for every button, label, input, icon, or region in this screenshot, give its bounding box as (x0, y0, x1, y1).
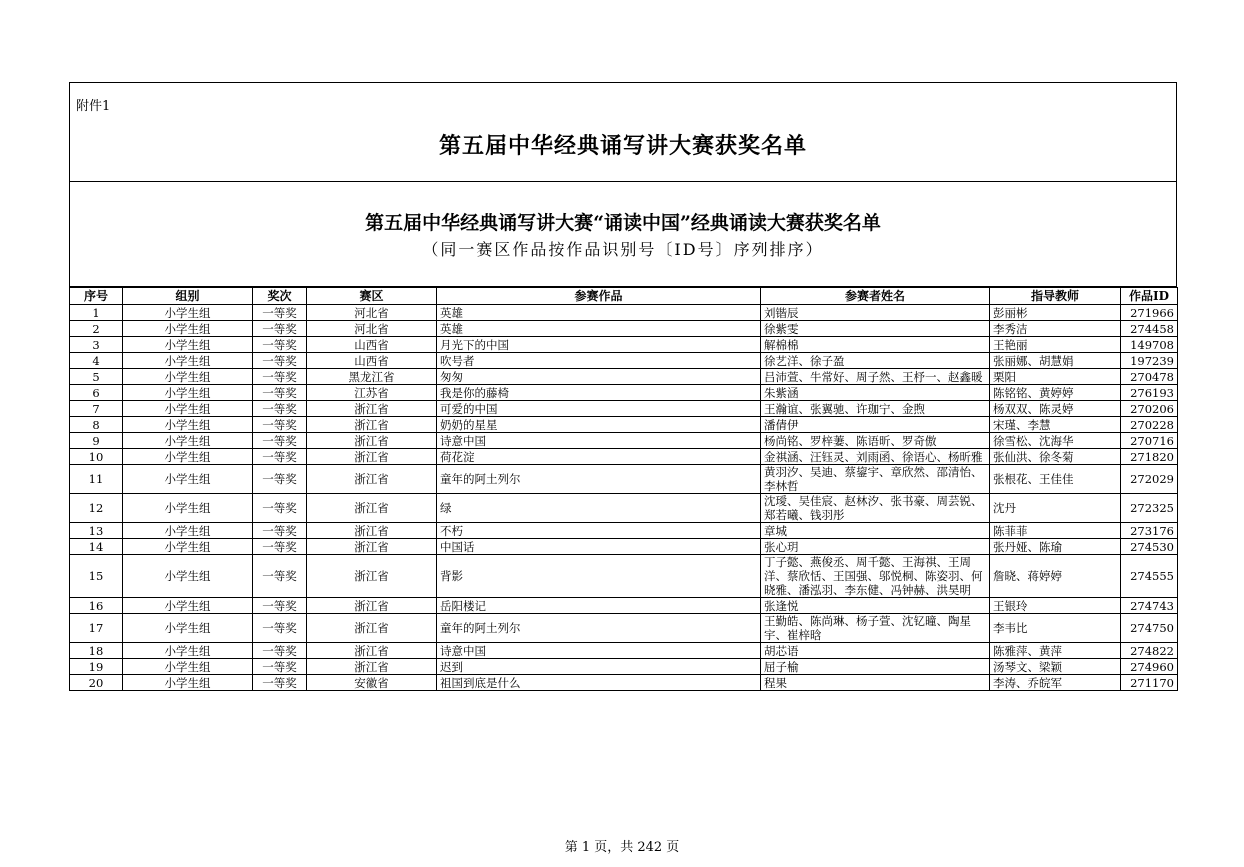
cell-id: 276193 (1121, 385, 1178, 401)
cell-region: 浙江省 (307, 539, 437, 555)
table-row (70, 555, 1178, 598)
cell-no: 19 (70, 659, 123, 675)
cell-no: 20 (70, 675, 123, 691)
cell-teacher: 陈雅萍、黄萍 (990, 643, 1121, 659)
cell-region: 浙江省 (307, 598, 437, 614)
cell-award: 一等奖 (253, 598, 307, 614)
cell-group: 小学生组 (123, 494, 253, 523)
cell-region: 河北省 (307, 305, 437, 321)
cell-work: 月光下的中国 (437, 337, 761, 353)
cell-names: 徐艺洋、徐子盈 (761, 353, 990, 369)
cell-teacher: 张丹娅、陈瑜 (990, 539, 1121, 555)
table-row (70, 523, 1178, 539)
cell-group: 小学生组 (123, 353, 253, 369)
cell-group: 小学生组 (123, 433, 253, 449)
table-row (70, 417, 1178, 433)
cell-no: 3 (70, 337, 123, 353)
cell-id: 274555 (1121, 555, 1178, 598)
cell-award: 一等奖 (253, 523, 307, 539)
sort-note: （同一赛区作品按作品识别号〔ID号〕序列排序） (422, 240, 824, 259)
cell-work: 岳阳楼记 (437, 598, 761, 614)
table-row (70, 385, 1178, 401)
cell-no: 18 (70, 643, 123, 659)
cell-teacher: 杨双双、陈灵婷 (990, 401, 1121, 417)
cell-award: 一等奖 (253, 369, 307, 385)
cell-teacher: 张根花、王佳佳 (990, 465, 1121, 494)
cell-group: 小学生组 (123, 643, 253, 659)
cell-region: 山西省 (307, 337, 437, 353)
cell-award: 一等奖 (253, 539, 307, 555)
cell-teacher: 栗阳 (990, 369, 1121, 385)
cell-award: 一等奖 (253, 305, 307, 321)
cell-names: 解棉棉 (761, 337, 990, 353)
cell-no: 15 (70, 555, 123, 598)
cell-award: 一等奖 (253, 675, 307, 691)
cell-work: 中国话 (437, 539, 761, 555)
cell-no: 14 (70, 539, 123, 555)
cell-work: 我是你的藤椅 (437, 385, 761, 401)
cell-work: 可爱的中国 (437, 401, 761, 417)
cell-region: 浙江省 (307, 659, 437, 675)
cell-teacher: 沈丹 (990, 494, 1121, 523)
cell-no: 17 (70, 614, 123, 643)
cell-award: 一等奖 (253, 643, 307, 659)
cell-no: 2 (70, 321, 123, 337)
cell-names: 丁子懿、燕俊丞、周千懿、王海祺、王周洋、蔡欣恬、王国强、邬悦桐、陈姿羽、何晓雅、潘泓羽、李东健、冯钟赫、洪昊明 (761, 555, 990, 598)
cell-teacher: 李韦比 (990, 614, 1121, 643)
cell-region: 浙江省 (307, 643, 437, 659)
cell-id: 149708 (1121, 337, 1178, 353)
cell-work: 英雄 (437, 321, 761, 337)
cell-region: 江苏省 (307, 385, 437, 401)
cell-group: 小学生组 (123, 539, 253, 555)
cell-names: 潘倩伊 (761, 417, 990, 433)
header-names: 参赛者姓名 (761, 288, 990, 305)
cell-no: 5 (70, 369, 123, 385)
page-title: 第五届中华经典诵写讲大赛获奖名单 (438, 133, 807, 159)
cell-no: 13 (70, 523, 123, 539)
header-region: 赛区 (307, 288, 437, 305)
cell-group: 小学生组 (123, 598, 253, 614)
cell-group: 小学生组 (123, 417, 253, 433)
header-work: 参赛作品 (437, 288, 761, 305)
cell-region: 山西省 (307, 353, 437, 369)
document-frame (69, 82, 1177, 691)
cell-teacher: 李涛、乔皖军 (990, 675, 1121, 691)
header-award: 奖次 (253, 288, 307, 305)
cell-group: 小学生组 (123, 555, 253, 598)
cell-id: 274458 (1121, 321, 1178, 337)
page-footer: 第 1 页，共 242 页 (564, 840, 680, 855)
cell-award: 一等奖 (253, 321, 307, 337)
cell-group: 小学生组 (123, 465, 253, 494)
table-row (70, 643, 1178, 659)
cell-names: 屈子榆 (761, 659, 990, 675)
cell-award: 一等奖 (253, 614, 307, 643)
cell-award: 一等奖 (253, 401, 307, 417)
cell-region: 浙江省 (307, 494, 437, 523)
cell-teacher: 徐雪松、沈海华 (990, 433, 1121, 449)
table-row (70, 433, 1178, 449)
cell-teacher: 彭丽彬 (990, 305, 1121, 321)
cell-group: 小学生组 (123, 369, 253, 385)
cell-no: 8 (70, 417, 123, 433)
cell-group: 小学生组 (123, 305, 253, 321)
cell-award: 一等奖 (253, 449, 307, 465)
cell-region: 黑龙江省 (307, 369, 437, 385)
cell-no: 11 (70, 465, 123, 494)
cell-teacher: 陈菲菲 (990, 523, 1121, 539)
cell-work: 绿 (437, 494, 761, 523)
cell-work: 迟到 (437, 659, 761, 675)
cell-group: 小学生组 (123, 614, 253, 643)
cell-work: 诗意中国 (437, 433, 761, 449)
cell-id: 274822 (1121, 643, 1178, 659)
table-row (70, 337, 1178, 353)
cell-id: 271820 (1121, 449, 1178, 465)
table-row (70, 321, 1178, 337)
awards-table (69, 287, 1178, 691)
header-no: 序号 (70, 288, 123, 305)
attachment-label: 附件1 (76, 99, 111, 114)
cell-group: 小学生组 (123, 321, 253, 337)
cell-names: 程果 (761, 675, 990, 691)
cell-id: 272325 (1121, 494, 1178, 523)
cell-region: 浙江省 (307, 555, 437, 598)
cell-id: 197239 (1121, 353, 1178, 369)
cell-group: 小学生组 (123, 675, 253, 691)
table-row (70, 494, 1178, 523)
table-header-row (70, 288, 1178, 305)
cell-region: 浙江省 (307, 465, 437, 494)
cell-award: 一等奖 (253, 465, 307, 494)
header-box (69, 82, 1177, 181)
cell-id: 271170 (1121, 675, 1178, 691)
cell-id: 272029 (1121, 465, 1178, 494)
cell-teacher: 王银玲 (990, 598, 1121, 614)
cell-no: 6 (70, 385, 123, 401)
cell-work: 英雄 (437, 305, 761, 321)
table-row (70, 353, 1178, 369)
cell-teacher: 汤琴文、梁颖 (990, 659, 1121, 675)
cell-names: 朱紫涵 (761, 385, 990, 401)
cell-id: 270206 (1121, 401, 1178, 417)
cell-names: 杨尚铭、罗梓萋、陈语昕、罗奇傲 (761, 433, 990, 449)
cell-teacher: 王艳丽 (990, 337, 1121, 353)
cell-id: 274750 (1121, 614, 1178, 643)
cell-teacher: 李秀洁 (990, 321, 1121, 337)
cell-names: 刘锴辰 (761, 305, 990, 321)
cell-names: 吕沛萱、牛常好、周子然、王杼一、赵鑫暖 (761, 369, 990, 385)
cell-group: 小学生组 (123, 337, 253, 353)
cell-award: 一等奖 (253, 337, 307, 353)
cell-id: 270228 (1121, 417, 1178, 433)
cell-no: 16 (70, 598, 123, 614)
cell-work: 荷花淀 (437, 449, 761, 465)
table-row (70, 598, 1178, 614)
cell-id: 270716 (1121, 433, 1178, 449)
cell-region: 浙江省 (307, 433, 437, 449)
cell-award: 一等奖 (253, 353, 307, 369)
header-teacher: 指导教师 (990, 288, 1121, 305)
cell-teacher: 詹晓、蒋婷婷 (990, 555, 1121, 598)
cell-no: 7 (70, 401, 123, 417)
header-id: 作品ID (1121, 288, 1178, 305)
cell-no: 12 (70, 494, 123, 523)
cell-award: 一等奖 (253, 433, 307, 449)
cell-region: 浙江省 (307, 614, 437, 643)
cell-teacher: 张丽娜、胡慧娟 (990, 353, 1121, 369)
cell-group: 小学生组 (123, 401, 253, 417)
cell-work: 祖国到底是什么 (437, 675, 761, 691)
cell-award: 一等奖 (253, 494, 307, 523)
table-body (70, 305, 1178, 691)
cell-award: 一等奖 (253, 385, 307, 401)
cell-region: 浙江省 (307, 401, 437, 417)
cell-id: 271966 (1121, 305, 1178, 321)
cell-id: 274530 (1121, 539, 1178, 555)
table-row (70, 539, 1178, 555)
cell-region: 河北省 (307, 321, 437, 337)
cell-names: 王勤皓、陈尚琳、杨子萱、沈钇曈、陶星宇、崔梓晗 (761, 614, 990, 643)
cell-work: 不朽 (437, 523, 761, 539)
cell-names: 黄羽汐、吴迪、蔡鋆宇、章欣然、邵清怡、李林哲 (761, 465, 990, 494)
table-row (70, 614, 1178, 643)
cell-award: 一等奖 (253, 417, 307, 433)
cell-work: 吹号者 (437, 353, 761, 369)
table-row (70, 449, 1178, 465)
cell-teacher: 张仙洪、徐冬菊 (990, 449, 1121, 465)
cell-names: 金祺涵、汪钰灵、刘雨函、徐语心、杨昕雅 (761, 449, 990, 465)
cell-work: 童年的阿土列尔 (437, 614, 761, 643)
cell-region: 浙江省 (307, 449, 437, 465)
subheader-box (69, 181, 1177, 287)
cell-group: 小学生组 (123, 449, 253, 465)
cell-region: 浙江省 (307, 417, 437, 433)
cell-names: 王瀚谊、张翼驰、许珈宁、金煦 (761, 401, 990, 417)
cell-group: 小学生组 (123, 523, 253, 539)
cell-no: 9 (70, 433, 123, 449)
cell-id: 273176 (1121, 523, 1178, 539)
cell-award: 一等奖 (253, 555, 307, 598)
header-group: 组别 (123, 288, 253, 305)
cell-no: 10 (70, 449, 123, 465)
cell-teacher: 宋瑾、李慧 (990, 417, 1121, 433)
cell-group: 小学生组 (123, 385, 253, 401)
cell-work: 背影 (437, 555, 761, 598)
cell-names: 张逢悦 (761, 598, 990, 614)
table-row (70, 369, 1178, 385)
table-row (70, 401, 1178, 417)
cell-names: 张心玥 (761, 539, 990, 555)
cell-no: 4 (70, 353, 123, 369)
cell-work: 匆匆 (437, 369, 761, 385)
cell-work: 奶奶的星星 (437, 417, 761, 433)
cell-group: 小学生组 (123, 659, 253, 675)
subtitle: 第五届中华经典诵写讲大赛“诵读中国”经典诵读大赛获奖名单 (365, 212, 881, 234)
cell-names: 沈璦、吴佳宸、赵林汐、张书豪、周芸锐、郑若曦、钱羽彤 (761, 494, 990, 523)
cell-names: 胡芯语 (761, 643, 990, 659)
cell-work: 童年的阿土列尔 (437, 465, 761, 494)
cell-work: 诗意中国 (437, 643, 761, 659)
cell-teacher: 陈铭铭、黄婷婷 (990, 385, 1121, 401)
cell-names: 徐紫雯 (761, 321, 990, 337)
table-row (70, 465, 1178, 494)
cell-award: 一等奖 (253, 659, 307, 675)
table-row (70, 675, 1178, 691)
cell-id: 274960 (1121, 659, 1178, 675)
cell-id: 274743 (1121, 598, 1178, 614)
cell-region: 浙江省 (307, 523, 437, 539)
cell-names: 章城 (761, 523, 990, 539)
table-row (70, 305, 1178, 321)
cell-id: 270478 (1121, 369, 1178, 385)
cell-no: 1 (70, 305, 123, 321)
table-row (70, 659, 1178, 675)
cell-region: 安徽省 (307, 675, 437, 691)
